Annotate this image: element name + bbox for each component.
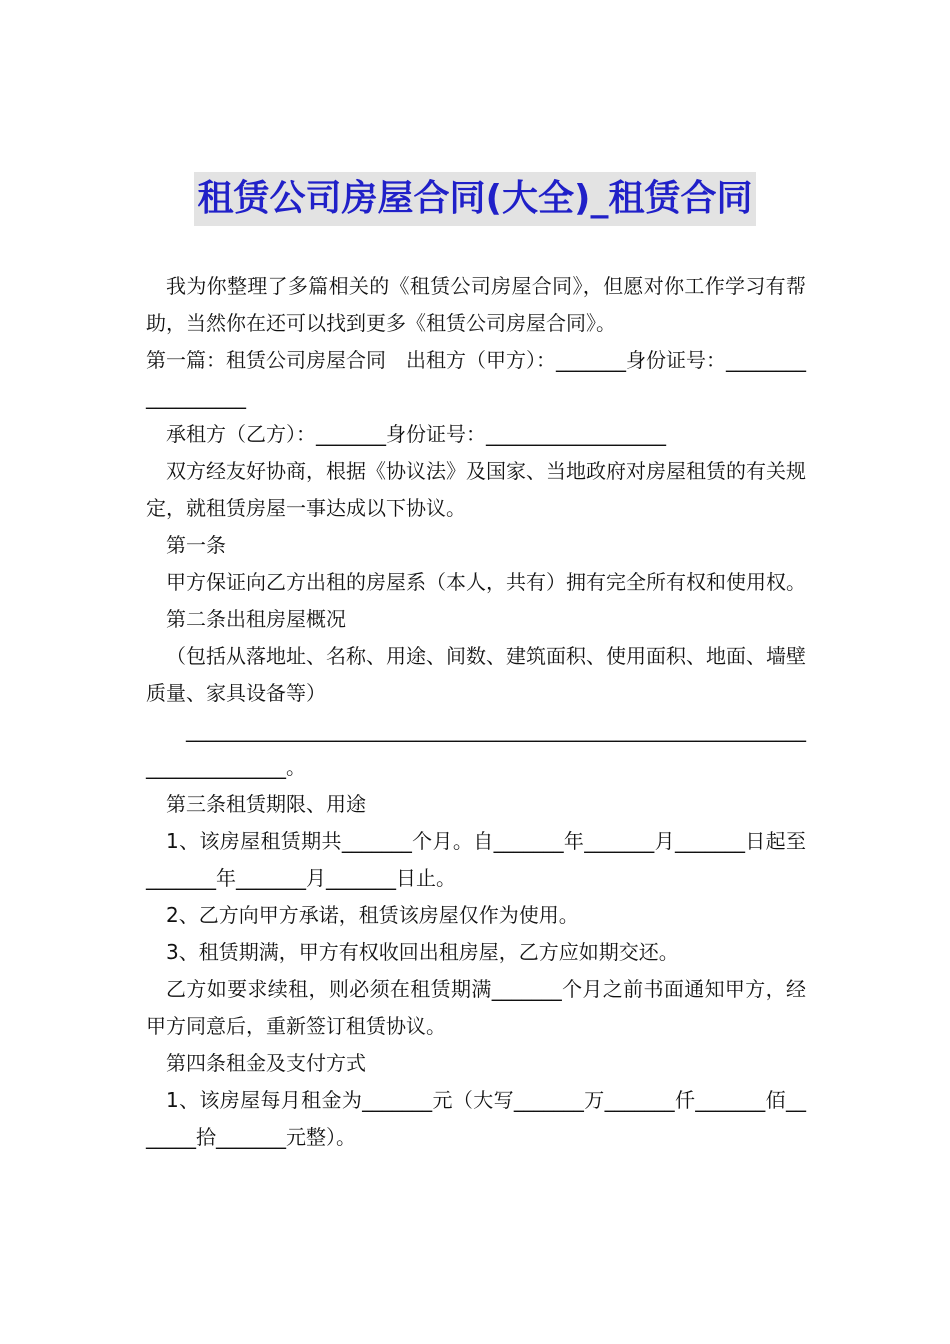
article-four-heading: 第四条租金及支付方式 <box>166 1051 366 1075</box>
article-four-item-1: 1、该房屋每月租金为_______元（大写_______万_______仟_______佰_______拾_______元整）。 <box>146 1088 806 1149</box>
lessee-line: 承租方（乙方）：_______身份证号：__________________ <box>166 422 666 446</box>
article-one-text: 甲方保证向乙方出租的房屋系（本人，共有）拥有完全所有权和使用权。 <box>166 570 806 594</box>
intro-paragraph: 我为你整理了多篇相关的《租赁公司房屋合同》，但愿对你工作学习有帮助，当然你在还可以找到更多《租赁公司房屋合同》。 <box>146 274 806 335</box>
title-container <box>0 172 950 226</box>
article-two-blank-line: ____________________________________________________________________________。 <box>146 718 806 779</box>
article-two-heading: 第二条出租房屋概况 <box>166 607 346 631</box>
lessor-line: 第一篇：租赁公司房屋合同 出租方（甲方）：_______身份证号：__________________ <box>146 348 806 409</box>
document-title: 租赁公司房屋合同(大全)_租赁合同 <box>194 172 757 226</box>
document-body <box>146 268 806 1156</box>
article-two-text: （包括从落地址、名称、用途、间数、建筑面积、使用面积、地面、墙壁质量、家具设备等） <box>146 644 806 705</box>
article-one-heading: 第一条 <box>166 533 226 557</box>
renewal-paragraph: 乙方如要求续租，则必须在租赁期满_______个月之前书面通知甲方，经甲方同意后，重新签订租赁协议。 <box>146 977 806 1038</box>
article-three-item-2: 2、乙方向甲方承诺，租赁该房屋仅作为使用。 <box>166 903 579 927</box>
agreement-paragraph: 双方经友好协商，根据《协议法》及国家、当地政府对房屋租赁的有关规定，就租赁房屋一事达成以下协议。 <box>146 459 806 520</box>
article-three-heading: 第三条租赁期限、用途 <box>166 792 366 816</box>
article-three-item-1: 1、该房屋租赁期共_______个月。自_______年_______月_______日起至_______年_______月_______日止。 <box>146 829 806 890</box>
article-three-item-3: 3、租赁期满，甲方有权收回出租房屋，乙方应如期交还。 <box>166 940 679 964</box>
